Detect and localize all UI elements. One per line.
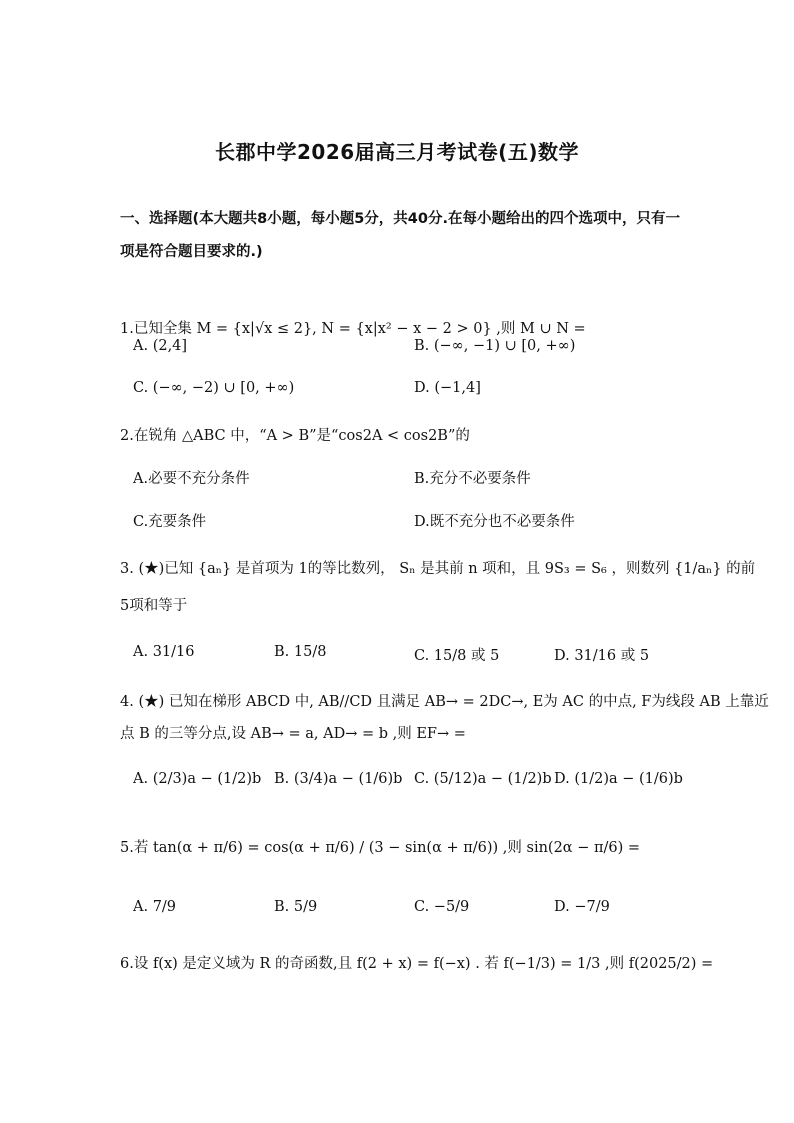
question-4-option-d: D. (1/2)a − (1/6)b: [554, 771, 683, 787]
question-3-option-b: B. 15/8: [274, 644, 327, 660]
question-5-option-a: A. 7/9: [133, 899, 177, 915]
question-1-option-b: B. (−∞, −1) ∪ [0, +∞): [414, 338, 576, 354]
question-5-option-d: D. −7/9: [554, 899, 610, 915]
question-4-stem-line2: 点 B 的三等分点,设 AB→ = a, AD→ = b ,则 EF→ =: [120, 726, 466, 742]
question-2-option-d: D.既不充分也不必要条件: [414, 514, 575, 530]
question-5-option-c: C. −5/9: [414, 899, 470, 915]
question-2-option-c: C.充要条件: [133, 514, 207, 530]
question-5-stem: 5.若 tan(α + π/6) = cos(α + π/6) / (3 − sin(α + π/6)) ,则 sin(2α − π/6) =: [120, 840, 641, 856]
question-3-option-a: A. 31/16: [133, 644, 195, 660]
section-header-line2: 项是符合题目要求的.): [120, 244, 263, 260]
section-header-line1: 一、选择题(本大题共8小题，每小题5分，共40分.在每小题给出的四个选项中，只有一: [120, 211, 680, 227]
question-3-option-c: C. 15/8 或 5: [414, 648, 500, 664]
question-6-stem: 6.设 f(x) 是定义域为 R 的奇函数,且 f(2 + x) = f(−x) . 若 f(−1/3) = 1/3 ,则 f(2025/2) =: [120, 956, 714, 972]
question-1-stem: 1.已知全集 M = {x|√x ≤ 2}, N = {x|x² − x − 2 > 0} ,则 M ∪ N =: [120, 321, 586, 337]
question-4-option-c: C. (5/12)a − (1/2)b: [414, 771, 552, 787]
question-4-stem-line1: 4. (★) 已知在梯形 ABCD 中, AB//CD 且满足 AB→ = 2DC→, E为 AC 的中点, F为线段 AB 上靠近: [120, 694, 769, 710]
question-4-option-a: A. (2/3)a − (1/2)b: [133, 771, 262, 787]
question-1-option-c: C. (−∞, −2) ∪ [0, +∞): [133, 380, 295, 396]
question-3-option-d: D. 31/16 或 5: [554, 648, 650, 664]
question-5-option-b: B. 5/9: [274, 899, 318, 915]
question-3-stem-line1: 3. (★)已知 {aₙ} 是首项为 1的等比数列， Sₙ 是其前 n 项和，且 9S₃ = S₆ ，则数列 {1/aₙ} 的前: [120, 561, 756, 577]
question-2-option-b: B.充分不必要条件: [414, 471, 531, 487]
exam-title: 长郡中学2026届高三月考试卷(五)数学: [215, 140, 579, 164]
question-2-option-a: A.必要不充分条件: [133, 471, 250, 487]
question-4-option-b: B. (3/4)a − (1/6)b: [274, 771, 403, 787]
question-2-stem: 2.在锐角 △ABC 中，“A > B”是“cos2A < cos2B”的: [120, 428, 470, 444]
question-1-option-d: D. (−1,4]: [414, 380, 481, 396]
question-1-option-a: A. (2,4]: [133, 338, 188, 354]
question-3-stem-line2: 5项和等于: [120, 598, 188, 614]
